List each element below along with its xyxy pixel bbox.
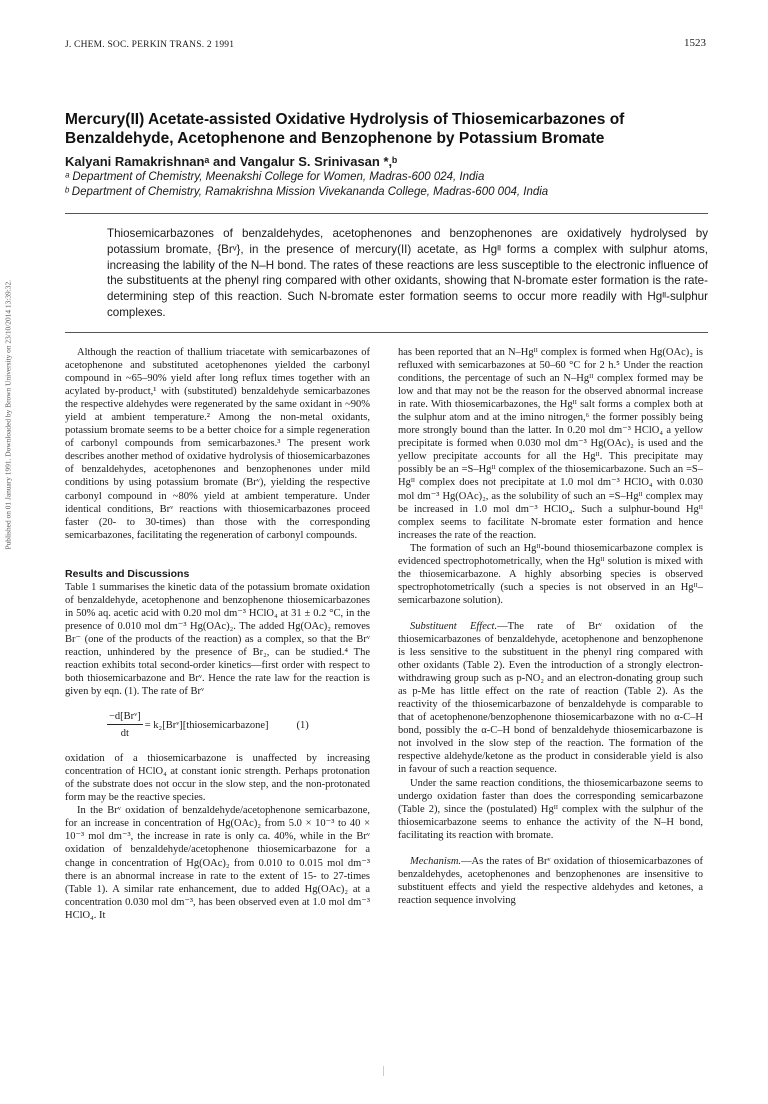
results-paragraph: Table 1 summarises the kinetic data of the potassium bromate oxidation of benzaldehyde, acetophenone and benzophenone thiosemicarbazones in 50% aq. acetic acid with 0.20 mol dm⁻³ HClO₄ at 31 ± 0.2 °C, in the presence of 0.010 mol dm⁻³ Hg(OAc)₂. The added Hg(OAc)₂ removes Br⁻ (one of the products of the reaction) as a complex, so that the Brᵛ reaction, unhindered by the presence of Br₂, can be studied.⁴ The reaction exhibits total second-order kinetics—first order with respect to both thiosemicarbazone and Brᵛ. Hence the rate law for the reaction is given by eqn. (1). The rate of Brᵛ xyxy=(65,581,370,698)
download-watermark: Published on 01 January 1991. Downloaded by Brown University on 23/10/2014 13:39:32. xyxy=(3,279,13,550)
abstract-top-rule xyxy=(65,213,708,214)
left-column xyxy=(65,346,370,922)
author-list: Kalyani Ramakrishnanᵃ and Vangalur S. Srinivasan *,ᵇ xyxy=(65,154,398,169)
protonation-paragraph: oxidation of a thiosemicarbazone is unaffected by increasing concentration of HClO₄ at constant ionic strength. Perhaps protonation of the substrate does not occur in the slow step, and the non-protonated form may be the reactive species. xyxy=(65,753,370,804)
right-column xyxy=(398,346,703,907)
substituent-subheading: Substituent Effect. xyxy=(410,620,498,632)
page-bottom-mark xyxy=(383,1066,385,1076)
eq-denominator: dt xyxy=(120,728,129,740)
running-header-journal: J. CHEM. SOC. PERKIN TRANS. 2 1991 xyxy=(65,40,235,50)
spectro-paragraph: The formation of such an Hgᴵᴵ-bound thiosemicarbazone complex is evidenced spectrophotometrically, when the Hgᴵᴵ solution is mixed with the thiosemicarbazone. A highly absorbing species is observed spectrophotometrically (such a species is not observed in an Hgᴵᴵ–semicarbazone solution). xyxy=(398,542,703,606)
mechanism-text: —As the rates of Brᵛ oxidation of thiosemicarbazones of benzaldehydes, acetophenones and benzophenones are insensitive to substituent effects and yield the respective aldehydes and ketones, a reaction sequence involving xyxy=(398,855,703,906)
substituent-paragraph xyxy=(398,620,703,777)
eq-number: (1) xyxy=(296,719,309,731)
mercury-paragraph: In the Brᵛ oxidation of benzaldehyde/acetophenone semicarbazone, for an increase in concentration of Hg(OAc)₂ from 5.0 × 10⁻³ to 40 × 10⁻³ mol dm⁻³, the increase in rate is only ca. 40%, while in the Brᵛ oxidation of benzaldehyde/acetophenone thiosemicarbazone for a change in concentration of Hg(OAc)₂ from 0.010 to 0.015 mol dm⁻³ there is an abnormal increase in rate to the extent of 15- to 27-times (Table 1). A similar rate enhancement, due to added Hg(OAc)₂ at a concentration 0.030 mol dm⁻³, has been observed even at 1.0 mol dm⁻³ HClO₄. It xyxy=(65,805,370,921)
abstract: Thiosemicarbazones of benzaldehydes, acetophenones and benzophenones are oxidatively hydrolysed by potassium bromate, {Brᵛ}, in the presence of mercury(II) acetate, as Hgᴵᴵ forms a complex with sulphur atoms, increasing the lability of the N–H bond. The rates of these reactions are less susceptible to the electronic influence of the substituents at the phenyl ring compared with other oxidants, showing that N-bromate ester formation is the rate-determining step of this reaction. Such N-bromate ester formation seems to occur more readily with Hgᴵᴵ-sulphur complexes. xyxy=(107,227,708,319)
abstract-bottom-rule xyxy=(65,332,708,333)
eq-rhs: = k₂[Brᵛ][thiosemicarbazone] xyxy=(144,719,269,731)
article-title xyxy=(65,110,705,148)
eq-numerator: −d[Brᵛ] xyxy=(107,710,143,725)
mechanism-subheading: Mechanism. xyxy=(410,855,462,867)
intro-paragraph: Although the reaction of thallium triacetate with semicarbazones of acetophenone and substituted acetophenones yielded the carbonyl compound in ~65–90% yield after long reflux times together with an acylated by-product,¹ with (substituted) benzaldehyde semicarbazones the respective aldehydes were regenerated by the same oxidant in ~90% yield at ambient temperature.² Among the non-metal oxidants, potassium bromate seems to be a better choice for a simple regeneration of carbonyl compounds from semicarbazones.³ The present work describes another method of oxidative hydrolysis of thiosemicarbazones of benzaldehydes, acetophenones and benzophenones under mild conditions by using potassium bromate (Brᵛ), yielding the respective carbonyl compound in ~80% yield at ambient temperature. Under identical conditions, Brᵛ reactions with thiosemicarbazones proceed faster (20- to 30-times) than those with the corresponding semicarbazones, facilitating the regeneration of carbonyl compounds. xyxy=(65,347,370,541)
substituent-text: —The rate of Brᵛ oxidation of the thiosemicarbazones of benzaldehyde, acetophenone and benzophenone is less sensitive to the substituent in the phenyl ring compared with other oxidants (Table 2). Even the introduction of a strongly electron-withdrawing group such as p-NO₂ and an electron-donating group such as p-Me has little effect on the rate of reaction (Table 2). As the reactivity of the thiosemicarbazone of benzaldehyde is comparable to that of acetophenone/benzophenone thiosemicarbazone with no α-C–H bond, possibly the α-C–H bond of benzaldehyde thiosemicarbazone is not involved in the slow step of the reaction. The formation of the respective aldehyde/ketone as the product in considerable yield is also in favour of such a reaction sequence. xyxy=(398,620,703,776)
rate-fraction xyxy=(107,710,143,740)
same-conditions-paragraph: Under the same reaction conditions, the thiosemicarbazone seems to undergo oxidation faster than does the corresponding semicarbazone (Table 2), since the (postulated) Hgᴵᴵ complex with the sulphur of the thiosemicarbazone seems to enhance the activity of the N–H bond, facilitating its reaction with bromate. xyxy=(398,777,703,841)
complex-paragraph: has been reported that an N–Hgᴵᴵ complex is formed when Hg(OAc)₂ is refluxed with semicarbazones at 50–60 °C for 2 h.⁵ Under the reaction conditions, the percentage of such an N–Hgᴵᴵ complex formed may be low and that may not be the reason for the observed abnormal increase in rate. With thiosemicarbazones, the Hgᴵᴵ salt forms a complex both at the sulphur atom and at the imino nitrogen,⁶ the former possibly being more strongly bound than the latter. In 0.20 mol dm⁻³ HClO₄ a yellow precipitate is formed when 0.030 mol dm⁻³ Hg(OAc)₂ is used and the yellow precipitate accounts for all the Hgᴵᴵ. This precipitate may possibly be an =S–Hgᴵᴵ complex of the thiosemicarbazone. Such an =S–Hgᴵᴵ complex does not precipitate at 1.0 mol dm⁻³ HClO₄ with 0.030 mol dm⁻³ Hg(OAc)₂, as the solubility of such an =S–Hgᴵᴵ complex may be increased in 1.0 mol dm⁻³ HClO₄. Such a sulphur-bound Hgᴵᴵ complex seems to facilitate N-bromate ester formation and hence increases the rate of the reaction. xyxy=(398,347,703,541)
mechanism-paragraph xyxy=(398,855,703,907)
section-heading: Results and Discussions xyxy=(65,567,190,580)
rate-equation xyxy=(65,702,370,748)
title-line-2: Benzaldehyde, Acetophenone and Benzophenone by Potassium Bromate xyxy=(65,130,605,147)
page-number: 1523 xyxy=(684,37,706,49)
affiliation-a: ᵃ Department of Chemistry, Meenakshi College for Women, Madras-600 024, India xyxy=(65,171,485,183)
title-line-1: Mercury(II) Acetate-assisted Oxidative Hydrolysis of Thiosemicarbazones of xyxy=(65,111,625,128)
affiliation-b: ᵇ Department of Chemistry, Ramakrishna Mission Vivekananda College, Madras-600 004, India xyxy=(65,186,549,198)
